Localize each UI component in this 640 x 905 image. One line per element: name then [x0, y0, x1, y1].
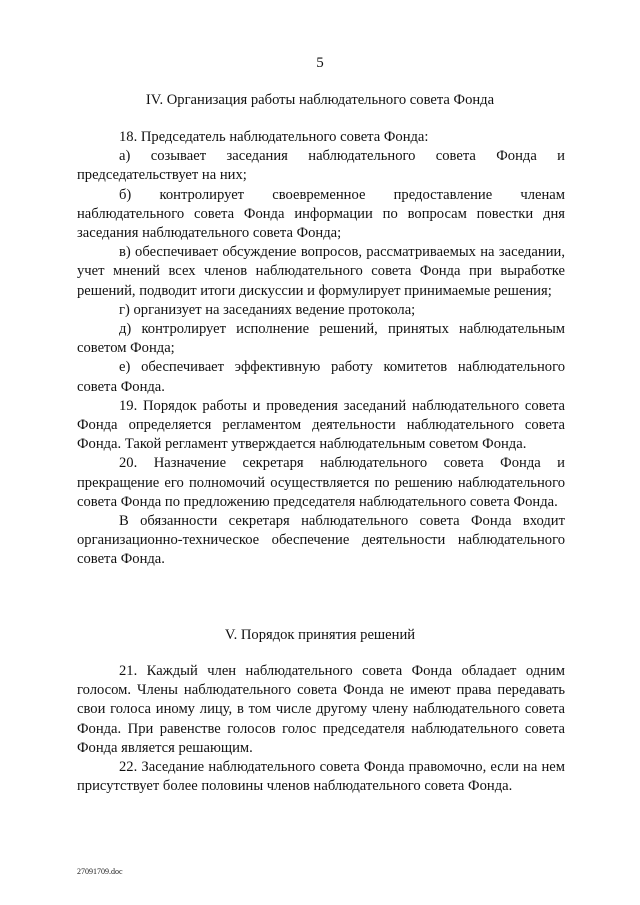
page-number: 5 — [316, 55, 324, 71]
section-5-heading: V. Порядок принятия решений — [224, 627, 416, 643]
paragraph-18-c: в) обеспечивает обсуждение вопросов, рассматриваемых на заседании, учет мнений всех членов наблюдательного совета Фонда при выработке решений, подводит итоги дискуссии и формулирует принимаемые решения; — [77, 244, 565, 299]
file-name-footer: 27091709.doc — [77, 867, 123, 876]
section-5-body — [77, 662, 565, 796]
paragraph-20: 20. Назначение секретаря наблюдательного совета Фонда и прекращение его полномочий осуществляется по решению наблюдательного совета Фонда по предложению председателя наблюдательного совета Фонда. — [77, 455, 565, 510]
section-4-body — [77, 128, 565, 570]
paragraph-18: 18. Председатель наблюдательного совета Фонда: — [119, 129, 429, 145]
paragraph-18-e: д) контролирует исполнение решений, принятых наблюдательным советом Фонда; — [77, 321, 565, 357]
section-4-heading: IV. Организация работы наблюдательного совета Фонда — [145, 92, 495, 108]
paragraph-18-d: г) организует на заседаниях ведение протокола; — [119, 301, 416, 318]
paragraph-21: 21. Каждый член наблюдательного совета Фонда обладает одним голосом. Члены наблюдательного совета Фонда не имеют права передавать свои голоса иному лицу, в том числе другому члену наблюдательного совета Фонда. При равенстве голосов голос председателя наблюдательного совета Фонда является решающим. — [77, 663, 565, 756]
paragraph-20-secretary-duties: В обязанности секретаря наблюдательного совета Фонда входит организационно-техническое обеспечение деятельности наблюдательного совета Фонда. — [77, 513, 565, 568]
paragraph-18-a: а) созывает заседания наблюдательного совета Фонда и председательствует на них; — [77, 148, 565, 184]
paragraph-18-f: е) обеспечивает эффективную работу комитетов наблюдательного совета Фонда. — [77, 359, 565, 395]
paragraph-22: 22. Заседание наблюдательного совета Фонда правомочно, если на нем присутствует более половины членов наблюдательного совета Фонда. — [77, 759, 565, 795]
paragraph-19: 19. Порядок работы и проведения заседаний наблюдательного совета Фонда определяется регламентом деятельности наблюдательного совета Фонда. Такой регламент утверждается наблюдательным советом Фонда. — [77, 397, 565, 453]
paragraph-18-b: б) контролирует своевременное предоставление членам наблюдательного совета Фонда информации по вопросам повестки дня заседания наблюдательного совета Фонда; — [77, 186, 565, 242]
